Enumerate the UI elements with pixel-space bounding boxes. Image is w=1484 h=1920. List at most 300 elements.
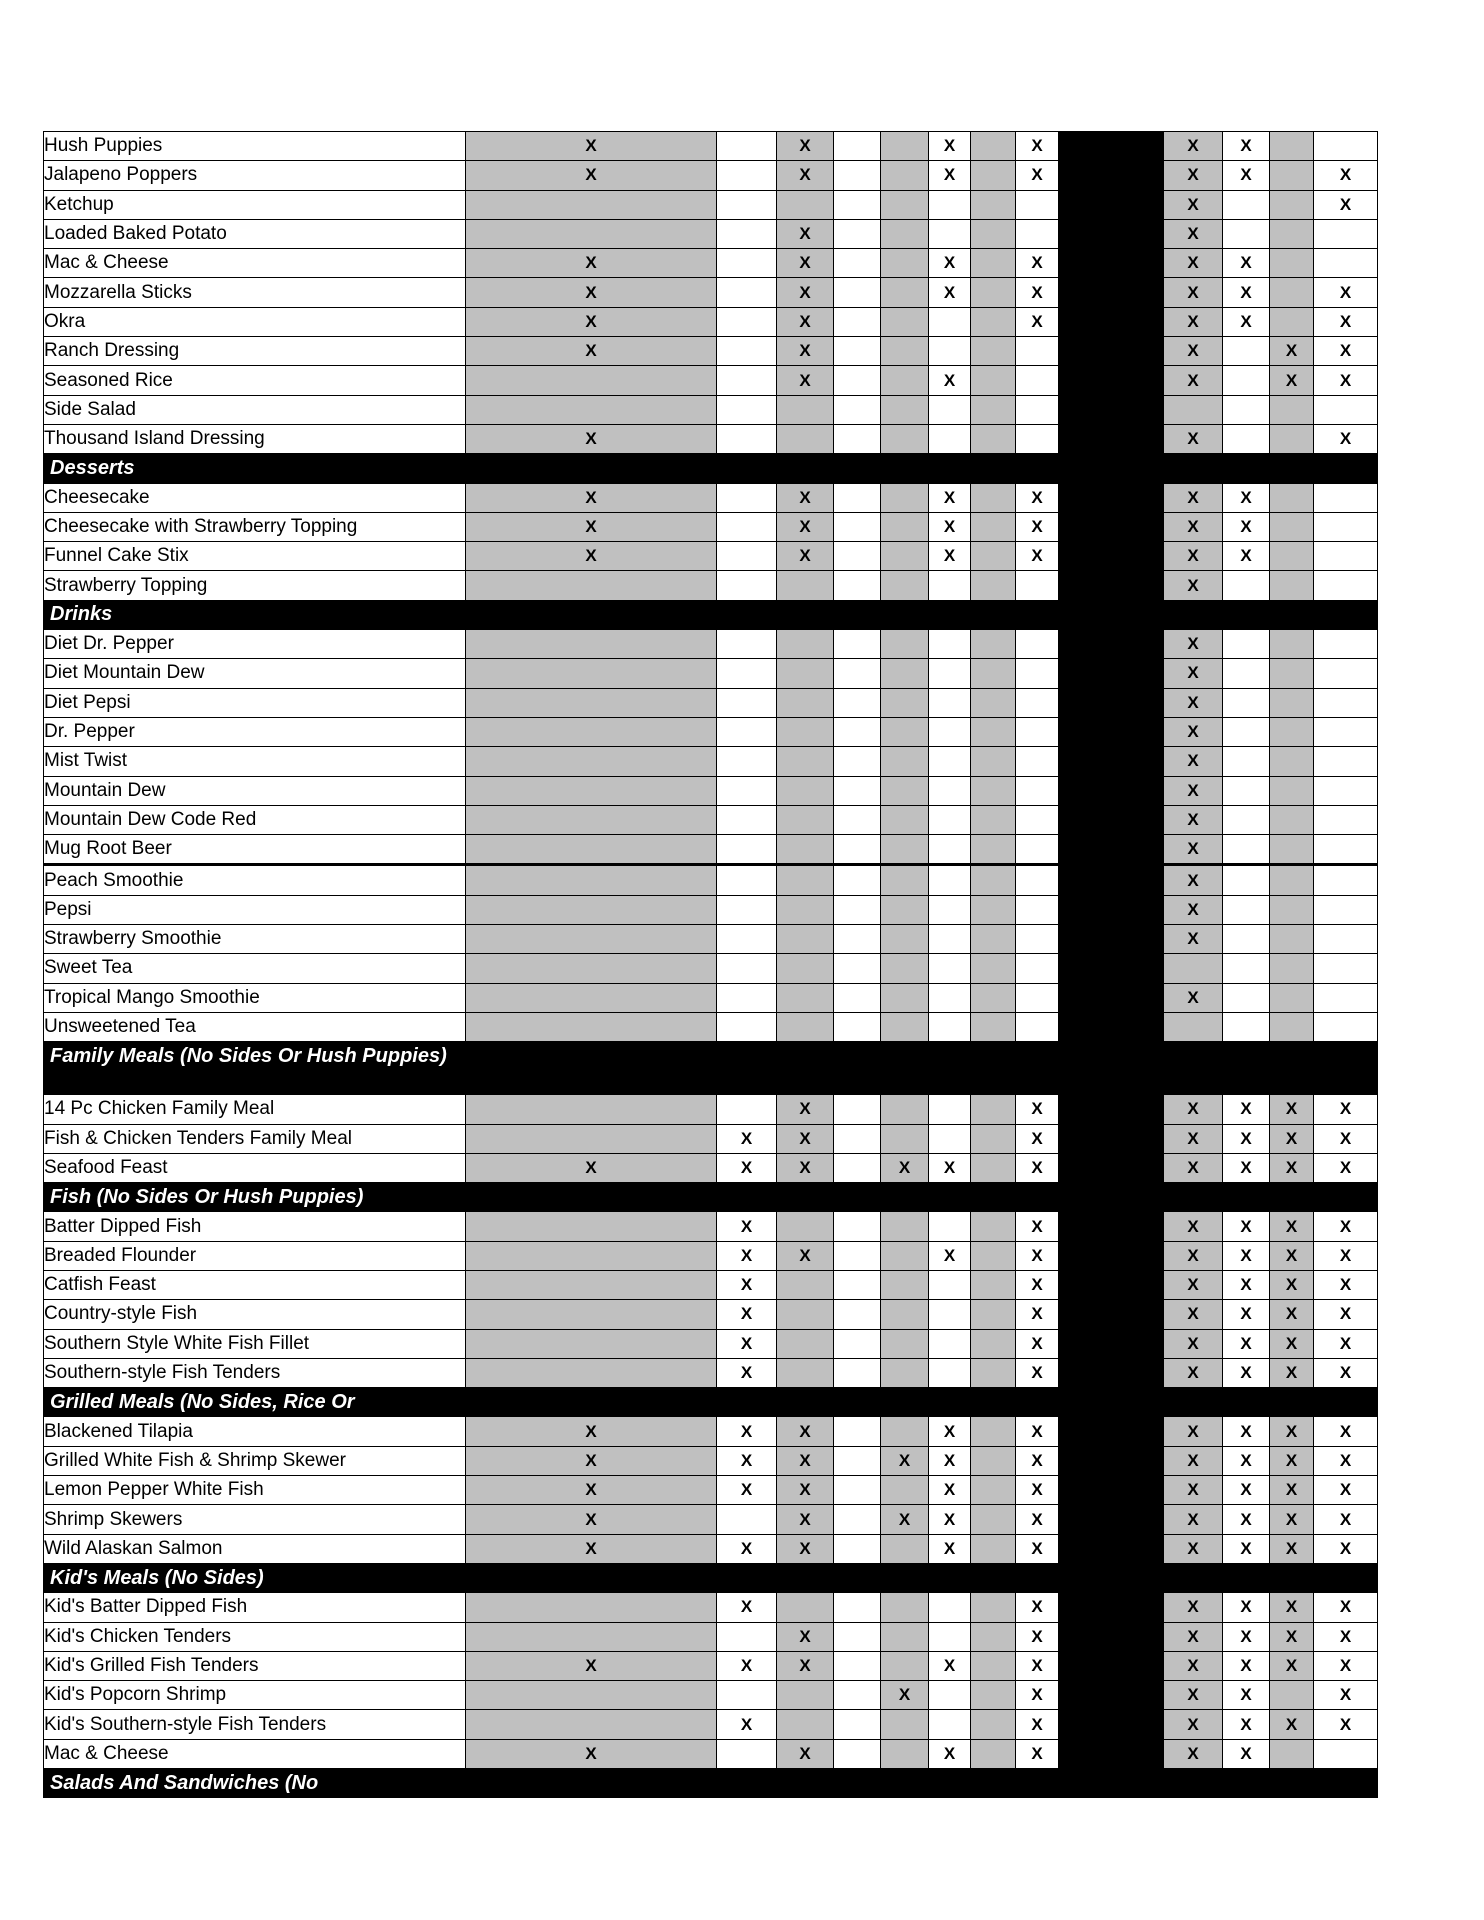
allergen-cell [881, 983, 929, 1012]
x-mark: X [740, 1304, 753, 1324]
x-mark: X [1187, 899, 1199, 919]
allergen-cell [777, 424, 834, 453]
allergen-cell [466, 1681, 717, 1710]
allergen-cell [717, 1476, 777, 1505]
x-mark: X [1187, 1421, 1199, 1441]
allergen-cell [1016, 835, 1059, 865]
x-mark: X [1187, 224, 1199, 244]
allergen-cell [1016, 424, 1059, 453]
table-row [44, 1241, 1378, 1270]
x-mark: X [1031, 1099, 1043, 1119]
allergen-cell [1016, 1417, 1059, 1446]
section-header: Drinks [44, 600, 1378, 629]
allergen-cell [929, 1417, 971, 1446]
allergen-cell [834, 1710, 881, 1739]
allergen-cell [834, 895, 881, 924]
allergen-cell [834, 1241, 881, 1270]
allergen-cell [777, 983, 834, 1012]
black-divider-cell [1059, 161, 1164, 190]
allergen-cell [1314, 542, 1378, 571]
x-mark: X [1285, 1216, 1298, 1236]
x-mark: X [585, 311, 597, 331]
black-divider-cell [1059, 1739, 1164, 1768]
x-mark: X [799, 370, 811, 390]
allergen-cell [1223, 1300, 1270, 1329]
x-mark: X [1187, 1157, 1199, 1177]
item-name-cell: Country-style Fish [44, 1300, 466, 1329]
allergen-cell [1314, 983, 1378, 1012]
allergen-cell [1223, 395, 1270, 424]
x-mark: X [1240, 1157, 1252, 1177]
allergen-cell [929, 747, 971, 776]
allergen-cell [834, 747, 881, 776]
allergen-cell [971, 512, 1016, 541]
allergen-cell [1223, 747, 1270, 776]
allergen-cell [466, 1710, 717, 1739]
allergen-cell [971, 307, 1016, 336]
allergen-cell [1016, 1651, 1059, 1680]
allergen-cell [834, 776, 881, 805]
allergen-cell [1314, 190, 1378, 219]
allergen-cell [834, 424, 881, 453]
allergen-cell [1270, 1739, 1314, 1768]
x-mark: X [1285, 1421, 1298, 1441]
allergen-cell [881, 1270, 929, 1299]
allergen-cell [929, 1534, 971, 1563]
allergen-cell [971, 337, 1016, 366]
allergen-cell [834, 1446, 881, 1475]
allergen-cell [1016, 954, 1059, 983]
allergen-cell [929, 1446, 971, 1475]
black-divider-cell [1059, 1681, 1164, 1710]
allergen-cell [929, 161, 971, 190]
allergen-cell [1314, 1681, 1378, 1710]
x-mark: X [1187, 1450, 1199, 1470]
allergen-cell [971, 161, 1016, 190]
x-mark: X [1240, 1538, 1252, 1558]
table-row [44, 659, 1378, 688]
x-mark: X [898, 1685, 911, 1705]
allergen-cell [777, 1446, 834, 1475]
x-mark: X [1187, 1245, 1199, 1265]
table-row [44, 1153, 1378, 1182]
table-row [44, 895, 1378, 924]
item-name-cell: Sweet Tea [44, 954, 466, 983]
x-mark: X [799, 546, 811, 566]
item-name-cell: Hush Puppies [44, 132, 466, 161]
x-mark: X [799, 517, 811, 536]
x-mark: X [1240, 1509, 1252, 1529]
allergen-cell [777, 1300, 834, 1329]
x-mark: X [1187, 634, 1199, 654]
allergen-cell [1164, 307, 1223, 336]
allergen-cell [1314, 424, 1378, 453]
allergen-cell [1016, 190, 1059, 219]
x-mark: X [1187, 1333, 1199, 1353]
allergen-cell [1164, 630, 1223, 659]
black-divider-cell [1059, 1534, 1164, 1563]
item-name-cell: Kid's Grilled Fish Tenders [44, 1651, 466, 1680]
item-name-cell: Seafood Feast [44, 1153, 466, 1182]
x-mark: X [799, 487, 811, 507]
x-mark: X [799, 1538, 811, 1558]
x-mark: X [943, 1157, 956, 1177]
section-header-row [44, 1769, 1378, 1798]
allergen-cell [1016, 1241, 1059, 1270]
x-mark: X [1031, 517, 1043, 536]
allergen-cell [1016, 747, 1059, 776]
allergen-cell [1223, 1241, 1270, 1270]
allergen-cell [717, 571, 777, 600]
item-name-cell: Cheesecake with Strawberry Topping [44, 512, 466, 541]
allergen-cell [1016, 805, 1059, 834]
allergen-cell [929, 805, 971, 834]
x-mark: X [943, 370, 956, 390]
allergen-cell [929, 776, 971, 805]
x-mark: X [1031, 1626, 1043, 1646]
allergen-cell [834, 571, 881, 600]
allergen-cell [1164, 337, 1223, 366]
allergen-cell [1314, 278, 1378, 307]
allergen-cell [1016, 512, 1059, 541]
black-divider-cell [1059, 717, 1164, 746]
allergen-cell [777, 278, 834, 307]
black-divider-cell [1059, 659, 1164, 688]
allergen-cell [777, 1329, 834, 1358]
x-mark: X [1240, 1275, 1252, 1295]
allergen-cell [929, 337, 971, 366]
allergen-cell [971, 983, 1016, 1012]
allergen-cell [717, 1505, 777, 1534]
section-header: Salads And Sandwiches (No [44, 1769, 1378, 1798]
allergen-cell [881, 688, 929, 717]
allergen-cell [929, 219, 971, 248]
allergen-cell [881, 805, 929, 834]
allergen-cell [717, 983, 777, 1012]
allergen-cell [1314, 925, 1378, 954]
allergen-cell [1016, 1212, 1059, 1241]
allergen-cell [466, 659, 717, 688]
black-divider-cell [1059, 1095, 1164, 1124]
allergen-cell [881, 132, 929, 161]
allergen-cell [881, 717, 929, 746]
x-mark: X [1240, 1597, 1252, 1617]
allergen-cell [1223, 571, 1270, 600]
allergen-cell [717, 395, 777, 424]
x-mark: X [1240, 1421, 1252, 1441]
allergen-cell [881, 1300, 929, 1329]
allergen-cell [1314, 249, 1378, 278]
x-mark: X [1187, 487, 1199, 507]
x-mark: X [1187, 987, 1199, 1007]
section-header: Family Meals (No Sides Or Hush Puppies) [44, 1042, 1378, 1095]
allergen-cell [929, 571, 971, 600]
x-mark: X [585, 253, 597, 273]
x-mark: X [740, 1538, 753, 1558]
allergen-cell [466, 571, 717, 600]
allergen-cell [1223, 1124, 1270, 1153]
allergen-cell [1223, 1476, 1270, 1505]
allergen-cell [929, 366, 971, 395]
allergen-cell [1223, 366, 1270, 395]
allergen-cell [466, 1651, 717, 1680]
allergen-cell [929, 688, 971, 717]
allergen-cell [1164, 1710, 1223, 1739]
allergen-cell [1164, 1124, 1223, 1153]
x-mark: X [799, 165, 811, 185]
allergen-cell [881, 747, 929, 776]
allergen-cell [777, 571, 834, 600]
allergen-cell [929, 1358, 971, 1387]
allergen-cell [1016, 1329, 1059, 1358]
allergen-cell [1270, 512, 1314, 541]
x-mark: X [1339, 1245, 1352, 1265]
allergen-cell [834, 1534, 881, 1563]
x-mark: X [1031, 282, 1043, 302]
allergen-cell [834, 1095, 881, 1124]
allergen-cell [717, 954, 777, 983]
allergen-cell [717, 1329, 777, 1358]
allergen-cell [717, 512, 777, 541]
x-mark: X [740, 1128, 753, 1148]
allergen-cell [1270, 1212, 1314, 1241]
allergen-cell [1016, 1446, 1059, 1475]
item-name-cell: Pepsi [44, 895, 466, 924]
allergen-cell [777, 1651, 834, 1680]
allergen-cell [971, 717, 1016, 746]
x-mark: X [1187, 1216, 1199, 1236]
allergen-cell [881, 659, 929, 688]
x-mark: X [799, 282, 811, 302]
allergen-cell [971, 483, 1016, 512]
allergen-cell [929, 483, 971, 512]
allergen-cell [1016, 219, 1059, 248]
allergen-cell [1164, 161, 1223, 190]
allergen-cell [971, 1505, 1016, 1534]
allergen-cell [1164, 1651, 1223, 1680]
allergen-cell [929, 954, 971, 983]
allergen-cell [466, 249, 717, 278]
allergen-cell [466, 1012, 717, 1041]
table-row [44, 424, 1378, 453]
allergen-cell [881, 1739, 929, 1768]
allergen-cell [1016, 1681, 1059, 1710]
x-mark: X [1240, 282, 1252, 302]
allergen-cell [717, 895, 777, 924]
x-mark: X [1031, 1743, 1043, 1763]
x-mark: X [740, 1714, 753, 1734]
item-name-cell: Cheesecake [44, 483, 466, 512]
allergen-cell [1164, 983, 1223, 1012]
allergen-cell [834, 805, 881, 834]
x-mark: X [1339, 1597, 1352, 1617]
allergen-cell [1270, 366, 1314, 395]
table-row [44, 161, 1378, 190]
x-mark: X [1339, 1363, 1352, 1383]
x-mark: X [1339, 311, 1352, 331]
allergen-cell [717, 1739, 777, 1768]
allergen-cell [717, 161, 777, 190]
black-divider-cell [1059, 983, 1164, 1012]
x-mark: X [1240, 1626, 1252, 1646]
allergen-cell [777, 1681, 834, 1710]
allergen-cell [777, 1593, 834, 1622]
item-name-cell: Tropical Mango Smoothie [44, 983, 466, 1012]
allergen-cell [881, 424, 929, 453]
x-mark: X [1339, 1714, 1352, 1734]
allergen-cell [834, 983, 881, 1012]
allergen-cell [1314, 1651, 1378, 1680]
allergen-cell [1016, 776, 1059, 805]
x-mark: X [585, 1480, 597, 1500]
allergen-cell [834, 1153, 881, 1182]
x-mark: X [1339, 1480, 1352, 1500]
allergen-cell [971, 1476, 1016, 1505]
item-name-cell: Mist Twist [44, 747, 466, 776]
allergen-cell [834, 307, 881, 336]
allergen-cell [777, 307, 834, 336]
allergen-cell [834, 483, 881, 512]
allergen-cell [1223, 776, 1270, 805]
x-mark: X [943, 487, 956, 507]
table-row [44, 1358, 1378, 1387]
table-row [44, 1651, 1378, 1680]
allergen-cell [929, 190, 971, 219]
allergen-cell [881, 776, 929, 805]
allergen-cell [466, 483, 717, 512]
x-mark: X [740, 1655, 753, 1675]
x-mark: X [943, 165, 956, 185]
allergen-cell [881, 1446, 929, 1475]
x-mark: X [1339, 1450, 1352, 1470]
allergen-cell [1314, 1593, 1378, 1622]
item-name-cell: Mountain Dew [44, 776, 466, 805]
allergen-cell [1016, 249, 1059, 278]
x-mark: X [1187, 136, 1199, 156]
item-name-cell: Grilled White Fish & Shrimp Skewer [44, 1446, 466, 1475]
x-mark: X [1285, 1655, 1298, 1675]
allergen-cell [717, 1270, 777, 1299]
x-mark: X [799, 1245, 811, 1265]
allergen-cell [777, 1124, 834, 1153]
x-mark: X [1240, 1099, 1252, 1119]
x-mark: X [1339, 370, 1352, 390]
allergen-cell [717, 805, 777, 834]
allergen-cell [1270, 1622, 1314, 1651]
allergen-cell [1223, 424, 1270, 453]
allergen-cell [717, 1012, 777, 1041]
x-mark: X [1187, 429, 1199, 449]
allergen-cell [881, 1124, 929, 1153]
allergen-cell [1016, 1593, 1059, 1622]
allergen-cell [1223, 1622, 1270, 1651]
allergen-cell [1164, 1095, 1223, 1124]
allergen-cell [834, 132, 881, 161]
allergen-cell [1164, 835, 1223, 865]
allergen-cell [1016, 483, 1059, 512]
allergen-cell [1314, 132, 1378, 161]
allergen-cell [1314, 1446, 1378, 1475]
allergen-cell [1164, 249, 1223, 278]
allergen-cell [971, 865, 1016, 895]
allergen-cell [834, 278, 881, 307]
allergen-cell [1164, 571, 1223, 600]
allergen-cell [717, 1710, 777, 1739]
allergen-cell [971, 776, 1016, 805]
x-mark: X [1187, 165, 1199, 185]
allergen-cell [834, 1476, 881, 1505]
allergen-cell [929, 835, 971, 865]
allergen-cell [834, 717, 881, 746]
allergen-cell [881, 483, 929, 512]
table-row [44, 1012, 1378, 1041]
x-mark: X [1031, 546, 1043, 566]
x-mark: X [585, 1450, 597, 1470]
allergen-cell [1164, 1012, 1223, 1041]
table-row [44, 1505, 1378, 1534]
allergen-cell [1164, 1739, 1223, 1768]
allergen-cell [1314, 747, 1378, 776]
allergen-cell [777, 483, 834, 512]
item-name-cell: Funnel Cake Stix [44, 542, 466, 571]
x-mark: X [1240, 1128, 1252, 1148]
allergen-cell [881, 542, 929, 571]
allergen-cell [717, 865, 777, 895]
allergen-cell [971, 1241, 1016, 1270]
allergen-cell [1314, 571, 1378, 600]
x-mark: X [799, 224, 811, 244]
item-name-cell: Dr. Pepper [44, 717, 466, 746]
x-mark: X [1240, 487, 1252, 507]
allergen-cell [929, 1476, 971, 1505]
allergen-cell [1164, 1681, 1223, 1710]
allergen-cell [777, 1476, 834, 1505]
black-divider-cell [1059, 278, 1164, 307]
allergen-cell [929, 542, 971, 571]
allergen-cell [929, 249, 971, 278]
allergen-cell [1223, 1505, 1270, 1534]
allergen-cell [1270, 542, 1314, 571]
black-divider-cell [1059, 512, 1164, 541]
x-mark: X [1187, 751, 1199, 771]
item-name-cell: Loaded Baked Potato [44, 219, 466, 248]
black-divider-cell [1059, 366, 1164, 395]
allergen-cell [466, 542, 717, 571]
allergen-cell [971, 659, 1016, 688]
black-divider-cell [1059, 805, 1164, 834]
allergen-cell [1270, 1710, 1314, 1739]
x-mark: X [585, 282, 597, 302]
allergen-cell [1016, 1124, 1059, 1153]
allergen-cell [1270, 925, 1314, 954]
x-mark: X [1240, 1216, 1252, 1236]
black-divider-cell [1059, 337, 1164, 366]
x-mark: X [799, 1655, 811, 1675]
x-mark: X [1187, 1626, 1199, 1646]
x-mark: X [1339, 1304, 1352, 1324]
x-mark: X [1285, 1128, 1298, 1148]
allergen-cell [1270, 1446, 1314, 1475]
allergen-cell [971, 132, 1016, 161]
allergen-cell [777, 1622, 834, 1651]
x-mark: X [1240, 1655, 1252, 1675]
table-row [44, 337, 1378, 366]
table-row [44, 805, 1378, 834]
x-mark: X [585, 1157, 597, 1177]
allergen-cell [881, 925, 929, 954]
allergen-cell [1164, 190, 1223, 219]
allergen-cell [1314, 1358, 1378, 1387]
